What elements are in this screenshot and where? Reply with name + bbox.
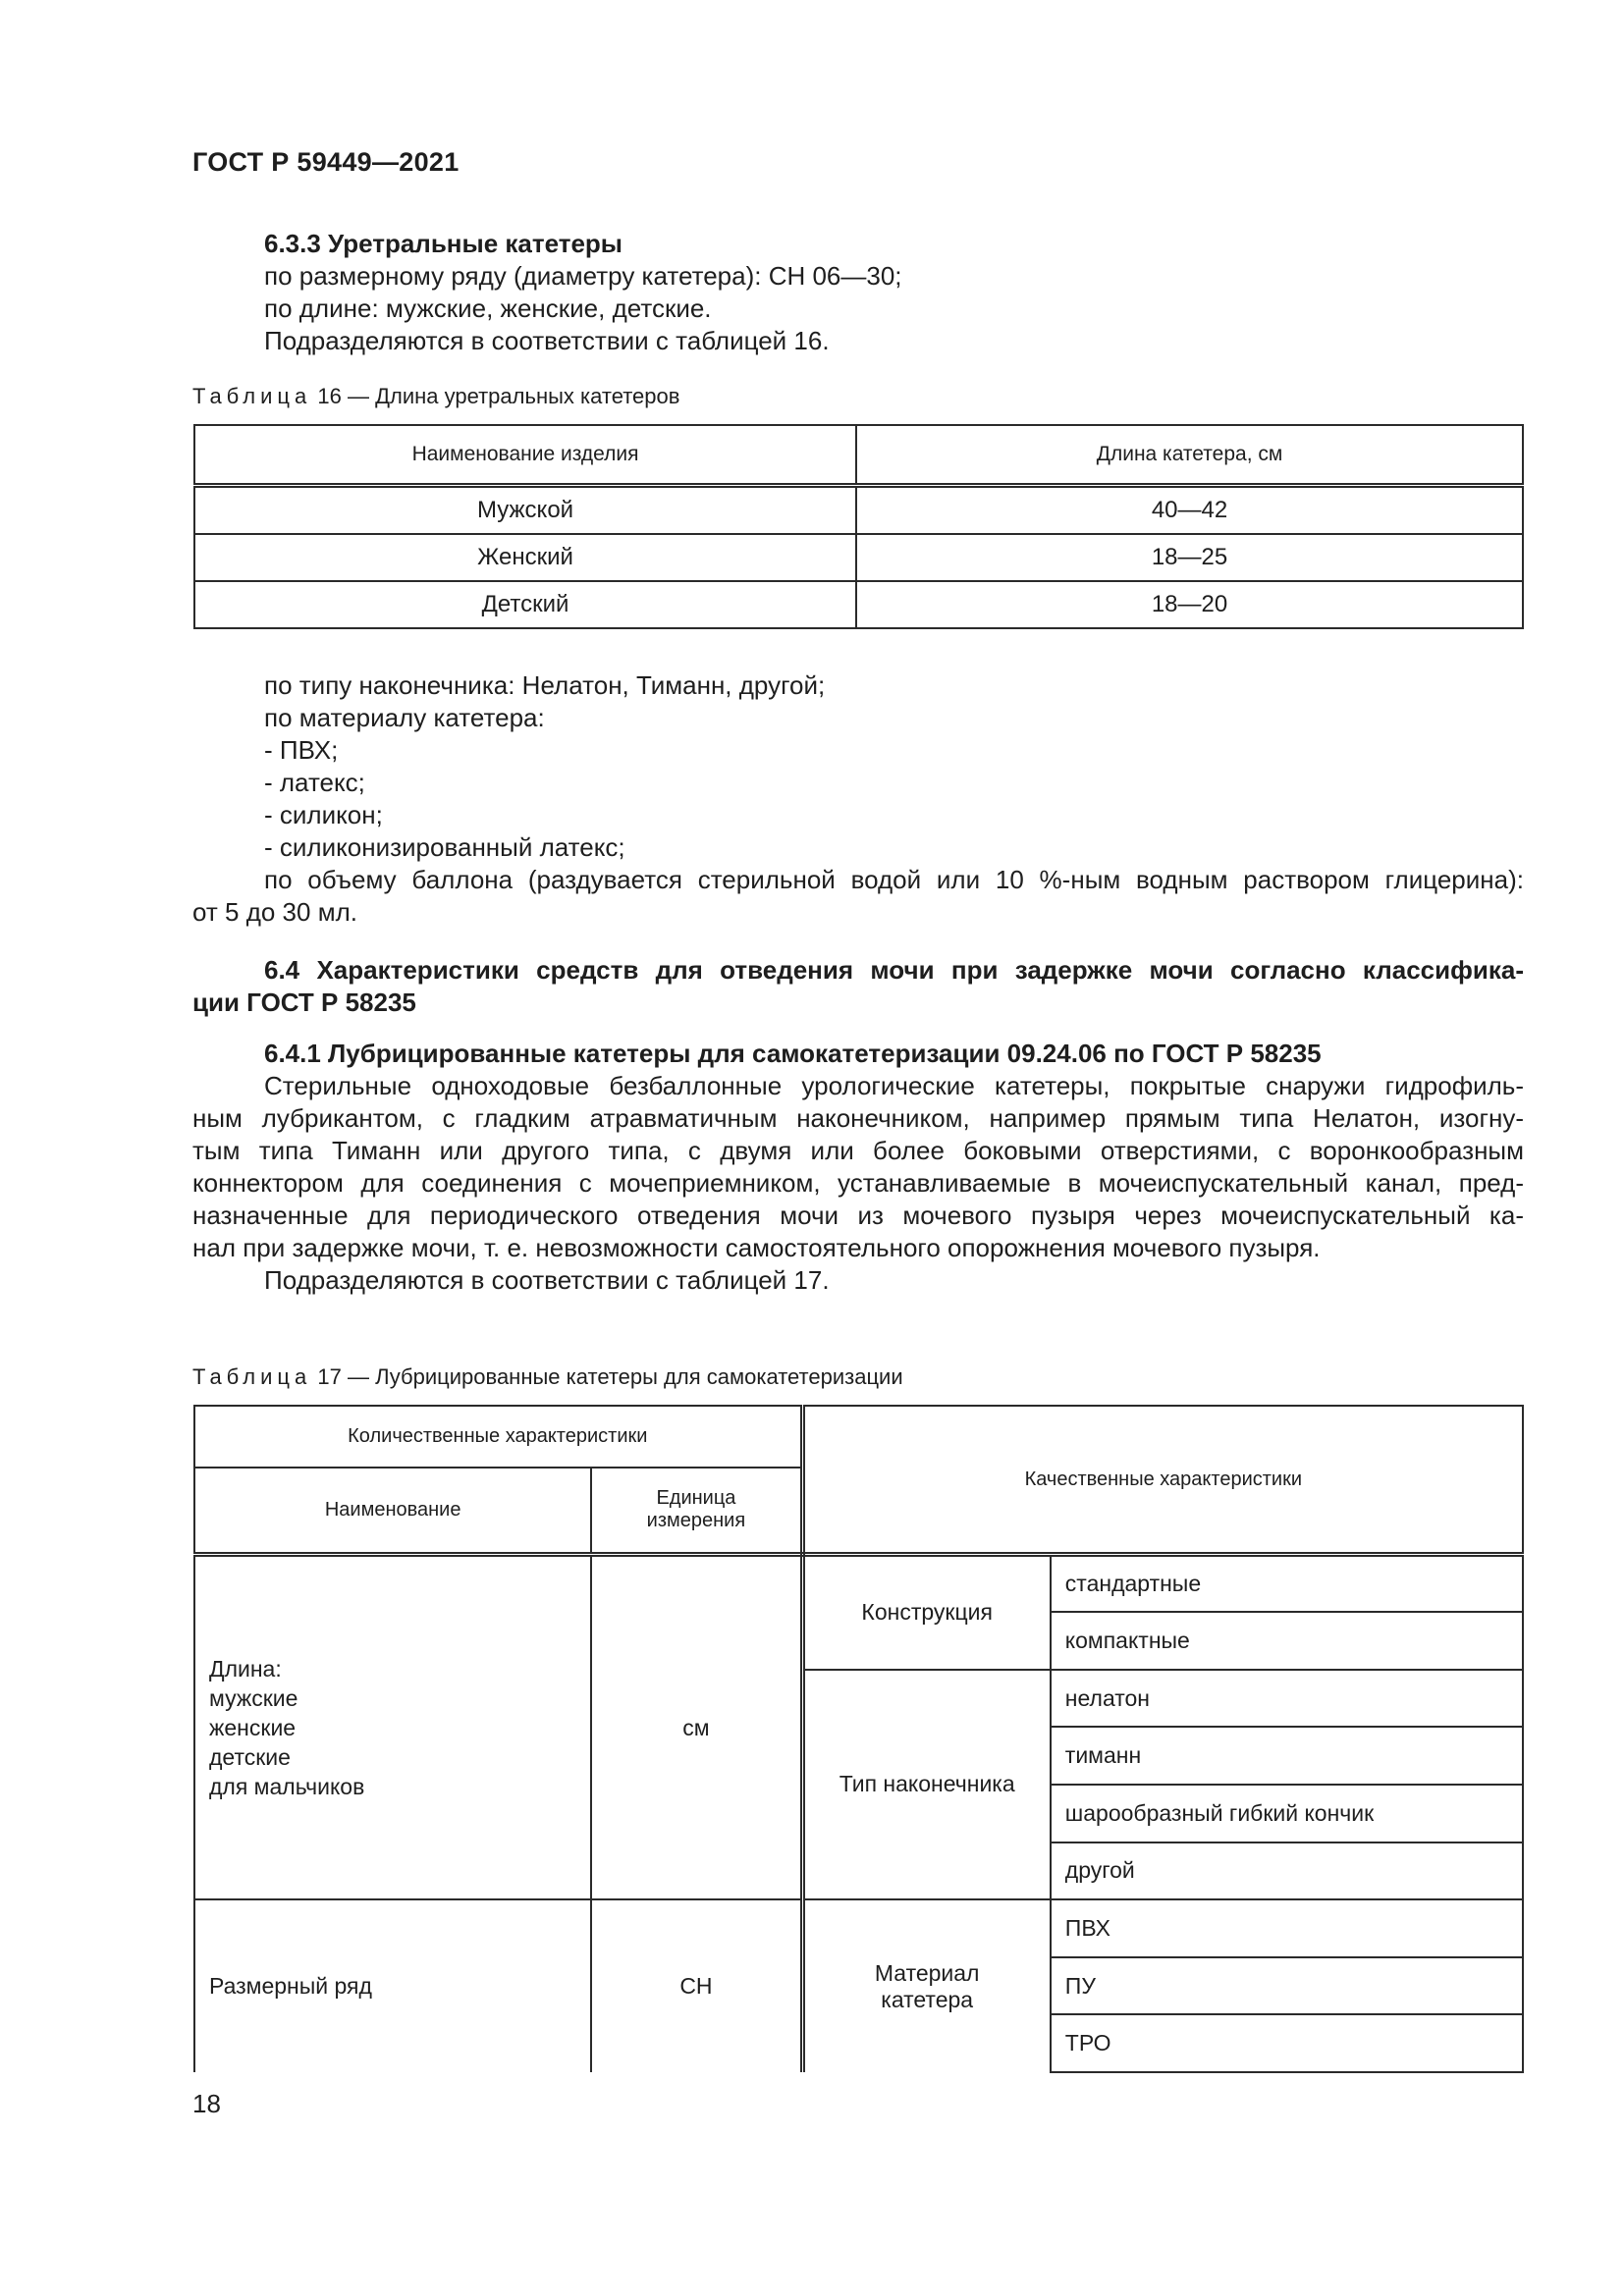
after16-line: от 5 до 30 мл. [192,897,357,927]
table16-cell-length: 18—25 [856,534,1523,581]
table17-size-unit: СН [591,1899,802,2072]
table16-cell-name: Мужской [194,486,856,535]
table17-head-qual: Качественные характеристики [802,1406,1523,1555]
table17-size-label: Размерный ряд [194,1899,591,2072]
page-number: 18 [192,2089,221,2118]
table17-head-quant: Количественные характеристики [194,1406,802,1468]
paragraph-line: нал при задержке мочи, т. е. невозможности самостоятельного опорожнения мочевого пузыря. [192,1233,1321,1262]
table-row [194,534,1523,581]
table17-caption [192,1364,903,1390]
table16-cell-name: Детский [194,581,856,628]
table17-length-l5: для мальчиков [209,1774,365,1800]
table17-head-unit-l2: измерения [646,1510,746,1532]
table17-length-unit: см [591,1555,802,1900]
table-16 [193,424,1524,629]
table17-caption-text: 17 — Лубрицированные катетеры для самокатетеризации [317,1364,903,1389]
table16-cell-length: 18—20 [856,581,1523,628]
table17-tip-v2: тиманн [1051,1727,1523,1785]
table17-construction-v1: стандартные [1051,1555,1523,1613]
paragraph-line: Подразделяются в соответствии с таблицей 17. [264,1265,830,1295]
paragraph-line: тым типа Тиманн или другого типа, с двумя или более боковыми отверстиями, с воронкообразным [192,1136,1524,1165]
table17-length-l2: мужские [209,1685,298,1712]
table16-header-row [194,425,1523,486]
table17-tip-v3: шарообразный гибкий кончик [1051,1785,1523,1842]
section-6-3-3-title: 6.3.3 Уретральные катетеры [264,229,623,258]
after16-line: - латекс; [264,768,365,797]
after16-line: - силиконизированный латекс; [264,832,625,862]
table17-material-l2: катетера [881,1986,974,2012]
after16-line: по материалу катетера: [264,703,545,732]
table17-construction-label: Конструкция [802,1555,1051,1670]
table17-material-v2: ПУ [1051,1957,1523,2015]
section-6-4-title-cont: ции ГОСТ Р 58235 [192,988,416,1017]
paragraph-line: Стерильные одноходовые безбаллонные урологические катетеры, покрытые снаружи гидрофиль- [264,1071,1524,1100]
table17-head-name: Наименование [194,1468,591,1555]
table17-construction-v2: компактные [1051,1612,1523,1670]
table17-length-cell [194,1555,591,1900]
table16-caption-text: 16 — Длина уретральных катетеров [317,384,680,408]
paragraph-line: назначенные для периодического отведения мочи из мочевого пузыря через мочеиспускательный ка- [192,1201,1524,1230]
after16-line: по типу наконечника: Нелатон, Тиманн, другой; [264,670,826,700]
table16-col-name: Наименование изделия [194,425,856,486]
table17-length-l3: женские [209,1715,297,1741]
table17-material-v3: ТРО [1051,2014,1523,2072]
table-row [194,1899,1523,1957]
table-row [194,486,1523,535]
s633-line: по размерному ряду (диаметру катетера): СН 06—30; [264,261,902,291]
paragraph-line: коннектором для соединения с мочеприемником, устанавливаемые в мочеиспускательный канал, пред- [192,1168,1524,1198]
s633-line: Подразделяются в соответствии с таблицей 16. [264,326,830,355]
after16-line: по объему баллона (раздувается стерильной водой или 10 %-ным водным раствором глицерина): [264,865,1524,894]
document-header: ГОСТ Р 59449—2021 [192,147,460,177]
table17-material-label [802,1899,1051,2072]
table16-caption [192,384,679,409]
section-6-4-title: 6.4 Характеристики средств для отведения мочи при задержке мочи согласно классифика- [264,955,1524,985]
table17-caption-word: Таблица [192,1364,312,1389]
table17-tip-v4: другой [1051,1842,1523,1900]
table16-cell-name: Женский [194,534,856,581]
table17-tip-label: Тип наконечника [802,1670,1051,1899]
table16-col-length: Длина катетера, см [856,425,1523,486]
section-6-4-1-title: 6.4.1 Лубрицированные катетеры для самокатетеризации 09.24.06 по ГОСТ Р 58235 [264,1039,1322,1068]
table16-cell-length: 40—42 [856,486,1523,535]
table-row [194,581,1523,628]
table-17 [193,1405,1524,2073]
paragraph-line: ным лубрикантом, с гладким атравматичным наконечником, например прямым типа Нелатон, изогну- [192,1103,1524,1133]
table17-length-l1: Длина: [209,1656,282,1682]
table-row [194,1555,1523,1613]
table17-material-v1: ПВХ [1051,1899,1523,1957]
after16-line: - силикон; [264,800,383,829]
table17-length-l4: детские [209,1744,291,1771]
table16-caption-word: Таблица [192,384,312,408]
table17-head-unit-l1: Единица [656,1487,736,1510]
table17-head-unit [591,1468,802,1555]
table17-material-l1: Материал [874,1959,980,1986]
s633-line: по длине: мужские, женские, детские. [264,294,712,323]
table17-tip-v1: нелатон [1051,1670,1523,1728]
table17-header-row [194,1406,1523,1468]
after16-line: - ПВХ; [264,735,339,765]
